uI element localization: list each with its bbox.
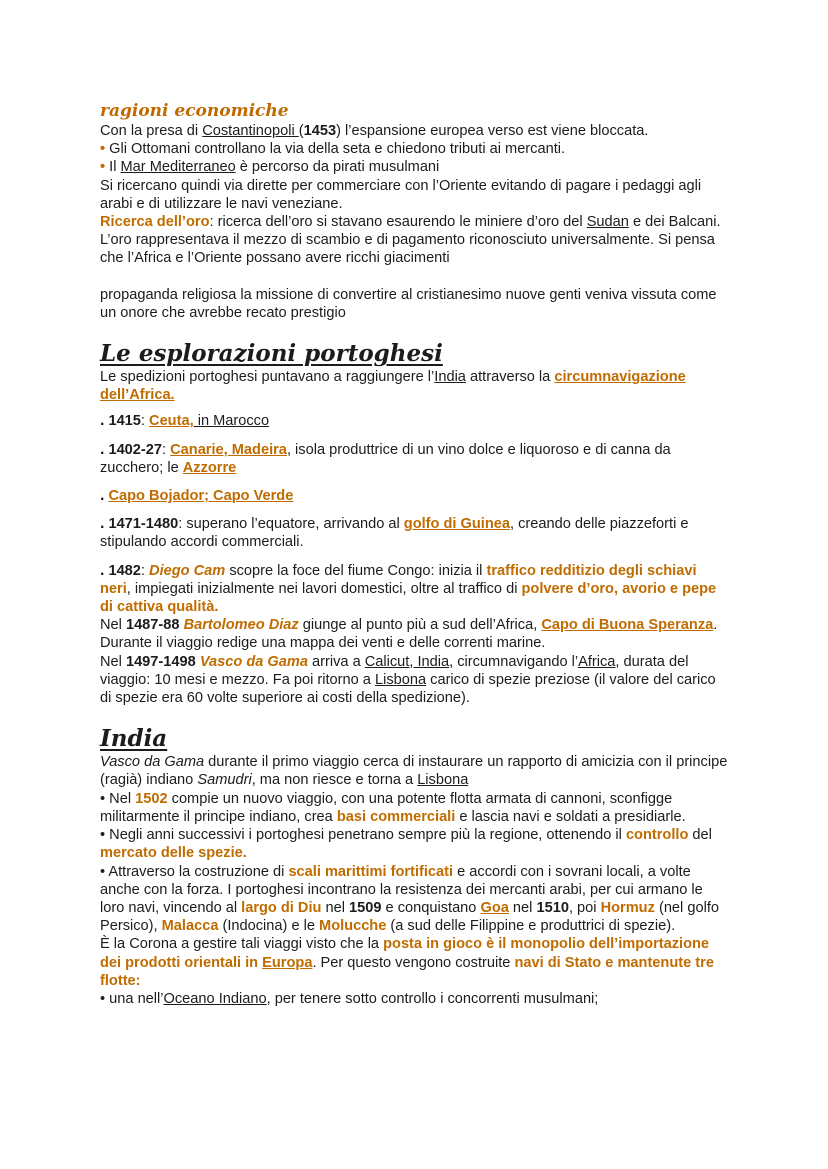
highlight-azzorre: Azzorre — [182, 459, 237, 476]
highlight-navi-stato: navi di Stato e mantenute tre flotte: — [100, 954, 714, 989]
text: nel — [508, 899, 537, 916]
text: (nel golfo Persico), — [100, 899, 719, 935]
text: e conquistano — [381, 899, 481, 916]
highlight-bartolomeo-diaz: Bartolomeo Diaz — [183, 617, 299, 634]
text: : — [140, 562, 150, 579]
link-costantinopoli: Costantinopoli — [202, 123, 299, 139]
text: Nel — [100, 617, 126, 634]
highlight-malacca: Malacca — [161, 918, 219, 935]
highlight-capo-bojador-verde: Capo Bojador; Capo Verde — [108, 488, 294, 505]
link-india: India — [434, 369, 466, 386]
text: , ma non riesce e torna a — [251, 772, 418, 789]
link-lisbona: Lisbona — [374, 671, 427, 688]
bullet-icon: . — [100, 561, 105, 579]
text: , impiegati inizialmente nei lavori domestici, oltre al traffico di — [126, 580, 522, 597]
section-title-india: India — [100, 725, 168, 753]
list-item-scali — [100, 863, 730, 936]
text: • una nell’ — [100, 990, 164, 1007]
paragraph-diaz — [100, 616, 730, 634]
list-item-1471 — [100, 515, 730, 551]
text: . — [713, 617, 718, 634]
text: ) l’espansione europea verso est viene bloccata. — [336, 123, 649, 139]
highlight-controllo: controllo — [625, 827, 689, 844]
paragraph-samudri — [100, 753, 730, 789]
link-sudan: Sudan — [586, 214, 629, 231]
text: Con la presa di — [100, 123, 203, 139]
year: 1509 — [349, 899, 382, 916]
text: (a sud delle Filippine e produttrici di spezie). — [386, 918, 676, 935]
highlight-largo-diu: largo di Diu — [241, 899, 322, 916]
highlight-goa: Goa — [480, 899, 509, 916]
paragraph-ricerca-oro — [100, 213, 730, 268]
text: : ricerca dell’oro si stavano esaurendo le miniere d’oro del — [209, 214, 587, 231]
paragraph-vie-dirette: Si ricercano quindi via dirette per commerciare con l’Oriente evitando di pagare i pedaggi agli arabi e di utilizzare le navi veneziane. — [100, 177, 702, 212]
text: carico di spezie preziose (il valore del carico di spezie era 60 volte superiore ai costi della spedizione). — [100, 671, 716, 707]
year: 1482 — [108, 562, 141, 579]
highlight-ceuta: Ceuta, — [149, 413, 194, 430]
highlight-ricerca-oro: Ricerca dell’oro — [100, 214, 210, 231]
highlight-capo-buona-speranza: Capo di Buona Speranza — [541, 617, 714, 634]
bullet-icon: . — [100, 440, 105, 458]
link-lisbona: Lisbona — [417, 772, 469, 789]
highlight-mercato-spezie: mercato delle spezie. — [100, 845, 247, 862]
highlight-basi-commerciali: basi commerciali — [336, 808, 456, 825]
text: : superano l’equatore, arrivando al — [178, 516, 404, 533]
paragraph-costantinopoli — [100, 122, 730, 140]
list-item-1502 — [100, 790, 730, 826]
year: 1497-1498 — [125, 653, 196, 670]
highlight-europa: Europa — [262, 954, 313, 971]
list-item-capi — [100, 487, 730, 505]
text: , per tenere sotto controllo i concorrenti musulmani; — [266, 990, 599, 1007]
list-item-1402 — [100, 441, 730, 477]
section-title-ragioni: ragioni economiche — [100, 101, 289, 121]
text: attraverso la — [465, 369, 555, 386]
text: Il — [105, 159, 121, 176]
highlight-vasco-da-gama: Vasco da Gama — [199, 653, 308, 670]
highlight-scali: scali marittimi fortificati — [288, 863, 454, 880]
year-1453: 1453 — [303, 123, 337, 139]
list-item-controllo — [100, 826, 730, 862]
text: . Per questo vengono costruite — [312, 954, 515, 971]
year: 1487-88 — [125, 617, 180, 634]
year: 1402-27 — [108, 441, 163, 458]
bullet-icon: • — [100, 159, 106, 176]
link-oceano-indiano: Oceano Indiano — [163, 990, 267, 1007]
highlight-1502: 1502 — [135, 790, 168, 807]
list-item-1415 — [100, 412, 730, 430]
highlight-golfo-guinea: golfo di Guinea — [403, 516, 511, 533]
text: È la Corona a gestire tali viaggi visto che la — [100, 936, 384, 953]
list-item-1482 — [100, 562, 730, 617]
paragraph-vasco-da-gama — [100, 653, 730, 708]
text: durante il primo viaggio cerca di instaurare un rapporto di amicizia con il principe (ragià) indiano — [100, 754, 728, 789]
text: nel — [321, 899, 350, 916]
document-page — [100, 100, 730, 1008]
text: durata del viaggio: 10 mesi e mezzo. Fa poi ritorno a — [100, 653, 689, 688]
text: , poi — [568, 899, 601, 916]
text: giunge al punto più a sud dell’Africa, — [298, 617, 542, 634]
text: , isola produttrice di un vino dolce e liquoroso e di canna da zucchero; le — [100, 441, 671, 476]
paragraph-mappa-venti: Durante il viaggio redige una mappa dei venti e delle correnti marine. — [100, 635, 546, 652]
year: 1471-1480 — [108, 516, 179, 533]
link-mar-mediterraneo: Mar Mediterraneo — [120, 159, 236, 176]
link-africa: Africa, — [578, 653, 620, 670]
text: e dei Balcani. L’oro rappresentava il mezzo di scambio e di pagamento riconosciuto universalmente. Si pensa che l’Africa e l’Oriente possano avere ricchi giacimenti — [100, 214, 721, 267]
text: è percorso da pirati musulmani — [235, 159, 440, 176]
text: Samudri — [197, 772, 252, 789]
year: 1510 — [536, 899, 569, 916]
text: compie un nuovo viaggio, con una potente flotta armata di cannoni, sconfigge militarmente il principe indiano, crea — [100, 790, 673, 825]
text: Nel — [100, 653, 126, 670]
highlight-circumnavigazione: circumnavigazione dell’Africa. — [100, 369, 686, 404]
paragraph-propaganda: propaganda religiosa la missione di convertire al cristianesimo nuove genti veniva vissuta come un onore che avrebbe recato prestigio — [100, 286, 717, 321]
bullet-icon: . — [100, 487, 105, 505]
text: e lascia navi e soldati a presidiarle. — [455, 808, 686, 825]
list-item-ottomani — [100, 140, 730, 158]
highlight-canarie-madeira: Canarie, Madeira — [170, 441, 287, 458]
highlight-molucche: Molucche — [319, 918, 387, 935]
text: Vasco da Gama — [100, 754, 205, 771]
link-calicut: Calicut, India — [364, 653, 450, 670]
text: : — [162, 441, 171, 458]
section-title-esplorazioni: Le esplorazioni portoghesi — [100, 340, 443, 368]
highlight-polvere-oro: polvere d’oro, avorio e pepe di cattiva qualità. — [100, 580, 717, 616]
text: Le spedizioni portoghesi puntavano a raggiungere l’ — [100, 369, 435, 386]
text: • Nel — [100, 790, 136, 807]
text: , circumnavigando l’ — [449, 653, 579, 670]
text: arriva a — [307, 653, 365, 670]
text: : — [140, 413, 150, 430]
text: • Negli anni successivi i portoghesi penetrano sempre più la regione, ottenendo il — [100, 827, 626, 844]
text: e accordi con i sovrani locali, a volte anche con la forza. I portoghesi incontrano la resistenza dei mercanti arabi, per cui armano le loro navi, vincendo al — [100, 863, 703, 916]
text: in Marocco — [193, 413, 270, 430]
year: 1415 — [108, 413, 141, 430]
bullet-icon: • — [100, 141, 106, 158]
text: (Indocina) e le — [218, 918, 320, 935]
paragraph-intro-spedizioni — [100, 368, 730, 404]
paragraph-corona — [100, 935, 730, 990]
text: del — [688, 827, 712, 844]
highlight-traffico-schiavi: traffico redditizio degli schiavi neri — [100, 562, 697, 597]
text: , creando delle piazzeforti e stipulando accordi commerciali. — [100, 516, 689, 551]
highlight-hormuz: Hormuz — [600, 899, 655, 916]
highlight-diego-cam: Diego Cam — [149, 562, 226, 579]
highlight-monopolio: posta in gioco è il monopolio dell’importazione dei prodotti orientali in — [100, 936, 710, 971]
bullet-icon: . — [100, 515, 105, 533]
bullet-icon: . — [100, 412, 105, 430]
list-item-oceano-indiano — [100, 990, 730, 1008]
text: • Attraverso la costruzione di — [100, 863, 289, 880]
text: Gli Ottomani controllano la via della seta e chiedono tributi ai mercanti. — [105, 141, 566, 158]
text: ( — [298, 123, 304, 139]
text: scopre la foce del fiume Congo: inizia il — [225, 562, 487, 579]
list-item-mediterraneo — [100, 158, 730, 176]
